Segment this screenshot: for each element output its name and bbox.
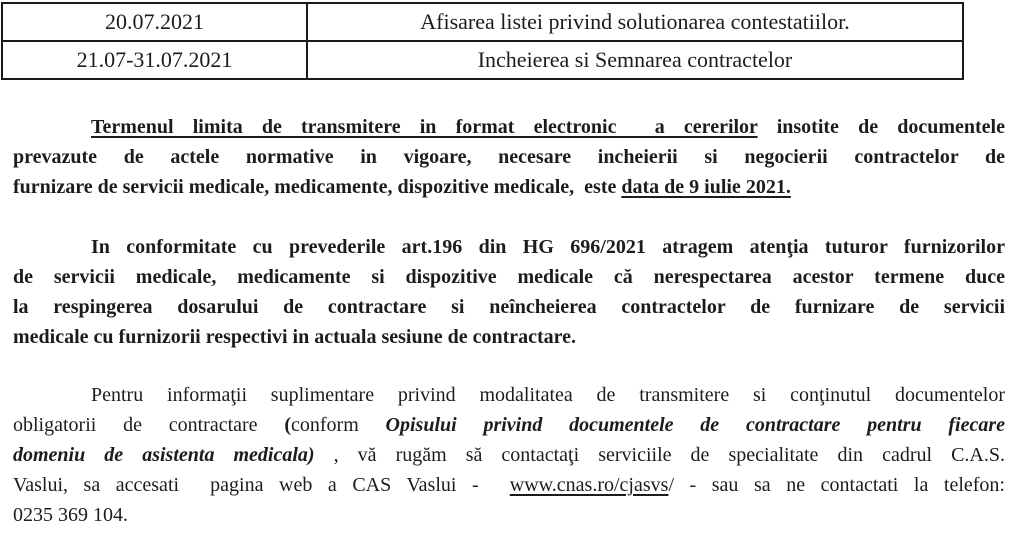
document-body [13, 112, 1005, 530]
activity-cell: Afisarea listei privind solutionarea contestatiilor. [307, 3, 963, 41]
activity-cell: Incheierea si Semnarea contractelor [307, 41, 963, 79]
text-run: 0235 369 104. [13, 504, 128, 526]
text-run: Termenul limita de transmitere in format electronic a cererilor [91, 116, 758, 138]
text-run: la respingerea dosarului de contractare si neîncheierea contractelor de furnizare de servicii [13, 296, 1005, 318]
text-line [13, 262, 1005, 292]
date-cell: 21.07-31.07.2021 [2, 41, 307, 79]
text-line [13, 380, 1005, 410]
text-line [13, 292, 1005, 322]
text-run: conform [291, 414, 386, 436]
text-line [13, 500, 1005, 530]
table-row [2, 41, 963, 79]
deadline-paragraph [13, 112, 1005, 202]
text-run: data de 9 iulie 2021. [621, 176, 791, 198]
text-run: ( [284, 414, 291, 436]
text-line [13, 440, 1005, 470]
text-line [13, 112, 1005, 142]
text-run: medicale cu furnizorii respectivi in actuala sesiune de contractare. [13, 326, 577, 348]
text-run: obligatorii de contractare [13, 414, 285, 436]
text-run: prevazute de actele normative in vigoare, necesare incheierii si negocierii contractelor de [13, 146, 1005, 168]
text-run: de servicii medicale, medicamente si dispozitive medicale că nerespectarea acestor termene duce [13, 266, 1005, 288]
text-line [13, 322, 1005, 352]
text-run: furnizare de servicii medicale, medicamente, dispozitive medicale, este [13, 176, 622, 198]
text-line [13, 470, 1005, 500]
text-line [13, 172, 1005, 202]
text-run: / - sau sa ne contactati la telefon: [668, 474, 1005, 496]
date-cell: 20.07.2021 [2, 3, 307, 41]
text-run: , vă rugăm să contactaţi serviciile de specialitate din cadrul C.A.S. [314, 444, 1005, 466]
text-run: Vaslui, sa accesati pagina web a CAS Vaslui - [13, 474, 510, 496]
cnas-website-link[interactable]: www.cnas.ro/cjasvs [509, 474, 669, 496]
warning-paragraph [13, 232, 1005, 352]
table-row [2, 3, 963, 41]
info-paragraph [13, 380, 1005, 530]
text-run: Opisului privind documentele de contractare pentru fiecare [385, 414, 1005, 436]
text-line [13, 232, 1005, 262]
text-run: domeniu de asistenta medicala) [13, 444, 315, 466]
text-line [13, 410, 1005, 440]
text-run: insotite de documentele [757, 116, 1005, 138]
text-line [13, 142, 1005, 172]
schedule-table [1, 2, 964, 80]
document-page [0, 2, 1024, 534]
text-run: Pentru informaţii suplimentare privind modalitatea de transmitere si conţinutul documentelor [91, 384, 1005, 406]
text-run: In conformitate cu prevederile art.196 din HG 696/2021 atragem atenţia tuturor furnizorilor [91, 236, 1005, 258]
